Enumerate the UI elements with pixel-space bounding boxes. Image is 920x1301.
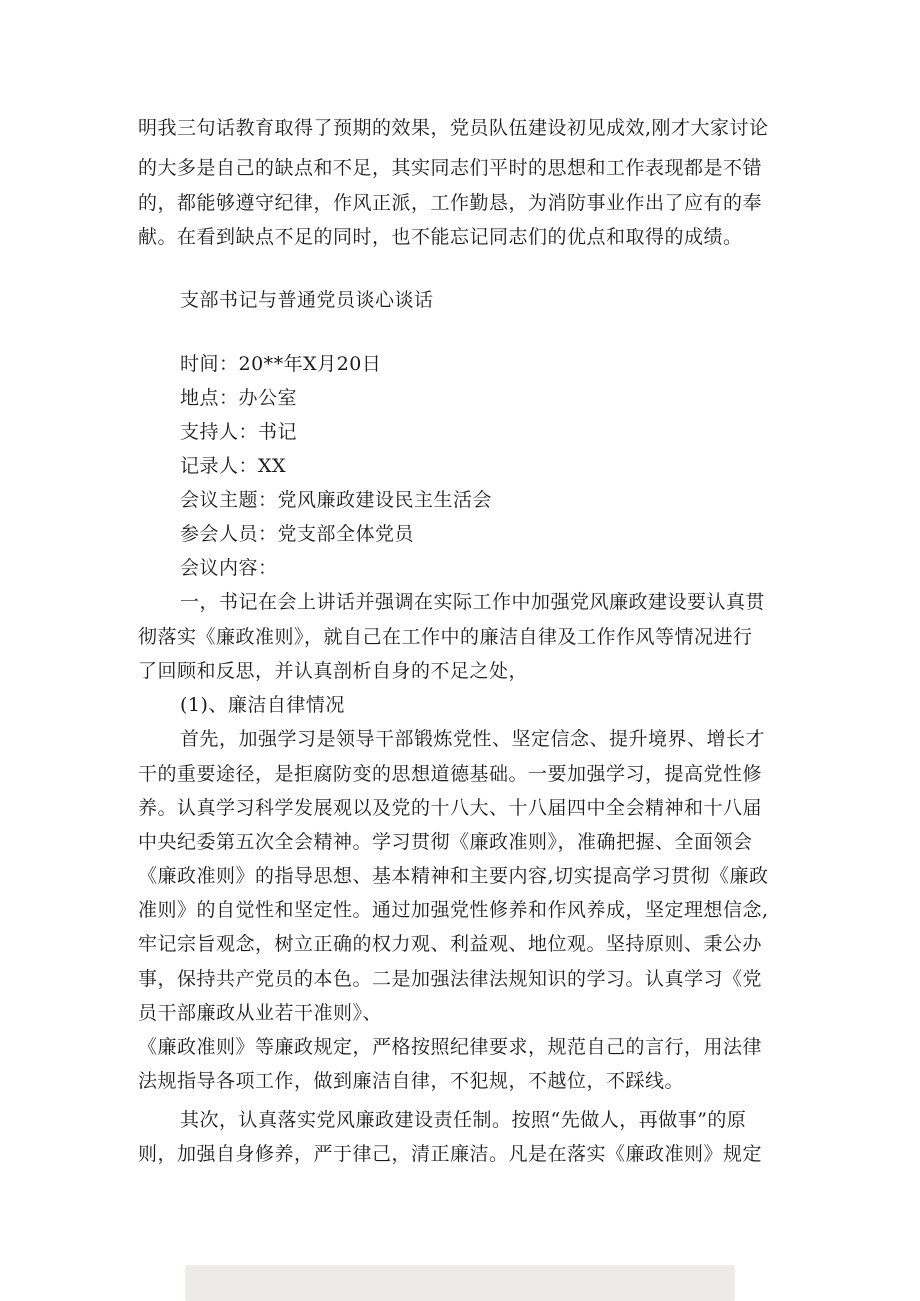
- intro-line: 的大多是自己的缺点和不足，其实同志们平时的思想和工作表现都是不错: [138, 157, 763, 179]
- meeting-info-attendees: 参会人员：党支部全体党员: [180, 523, 415, 545]
- body-line: 事，保持共产党员的本色。二是加强法律法规知识的学习。认真学习《党: [138, 968, 763, 990]
- body-line: 员干部廉政从业若干准则》、: [138, 1002, 383, 1024]
- body-line: 一，书记在会上讲话并强调在实际工作中加强党风廉政建设要认真贯: [180, 591, 766, 613]
- body-line: 牢记宗旨观念，树立正确的权力观、利益观、地位观。坚持原则、秉公办: [138, 933, 763, 955]
- intro-line: 的，都能够遵守纪律，作风正派，工作勤恳，为消防事业作出了应有的奉: [138, 192, 763, 214]
- meeting-info-time: 时间：20**年X月20日: [180, 353, 382, 375]
- intro-line: 明我三句话教育取得了预期的效果，党员队伍建设初见成效,刚才大家讨论: [138, 117, 769, 139]
- meeting-info-topic: 会议主题：党风廉政建设民主生活会: [180, 489, 493, 511]
- body-line: 了回顾和反思，并认真剖析自身的不足之处，: [138, 660, 529, 682]
- body-line: 《廉政准则》等廉政规定，严格按照纪律要求，规范自己的言行，用法律: [138, 1036, 763, 1058]
- section-title: 支部书记与普通党员谈心谈话: [180, 289, 434, 311]
- body-line: 干的重要途径，是拒腐防变的思想道德基础。一要加强学习，提高党性修: [138, 763, 763, 785]
- body-line: 彻落实《廉政准则》，就自己在工作中的廉洁自律及工作作风等情况进行: [138, 626, 753, 648]
- footer-bar: [185, 1265, 735, 1301]
- body-line: 其次，认真落实党风廉政建设责任制。按照“先做人，再做事”的原: [180, 1109, 747, 1131]
- body-line: 则，加强自身修养，严于律己，清正廉洁。凡是在落实《廉政准则》规定: [138, 1143, 763, 1165]
- body-line: 首先，加强学习是领导干部锻炼党性、坚定信念、提升境界、增长才: [180, 728, 766, 750]
- body-line: 中央纪委第五次全会精神。学习贯彻《廉政准则》，准确把握、全面领会: [138, 831, 753, 853]
- meeting-info-recorder: 记录人：XX: [180, 455, 287, 477]
- meeting-info-host: 支持人：书记: [180, 421, 298, 443]
- subheading: (1)、廉洁自律情况: [180, 694, 345, 716]
- meeting-info-location: 地点：办公室: [180, 387, 298, 409]
- intro-line: 献。在看到缺点不足的同时，也不能忘记同志们的优点和取得的成绩。: [138, 226, 743, 248]
- body-line: 法规指导各项工作，做到廉洁自律，不犯规，不越位，不踩线。: [138, 1070, 685, 1092]
- footer-text: [185, 1265, 735, 1301]
- body-line: 《廉政准则》的指导思想、基本精神和主要内容,切实提高学习贯彻《廉政: [138, 865, 769, 887]
- body-line: 准则》的自觉性和坚定性。通过加强党性修养和作风养成，坚定理想信念,: [138, 899, 769, 921]
- body-line: 养。认真学习科学发展观以及党的十八大、十八届四中全会精神和十八届: [138, 797, 763, 819]
- meeting-info-content: 会议内容：: [180, 557, 278, 579]
